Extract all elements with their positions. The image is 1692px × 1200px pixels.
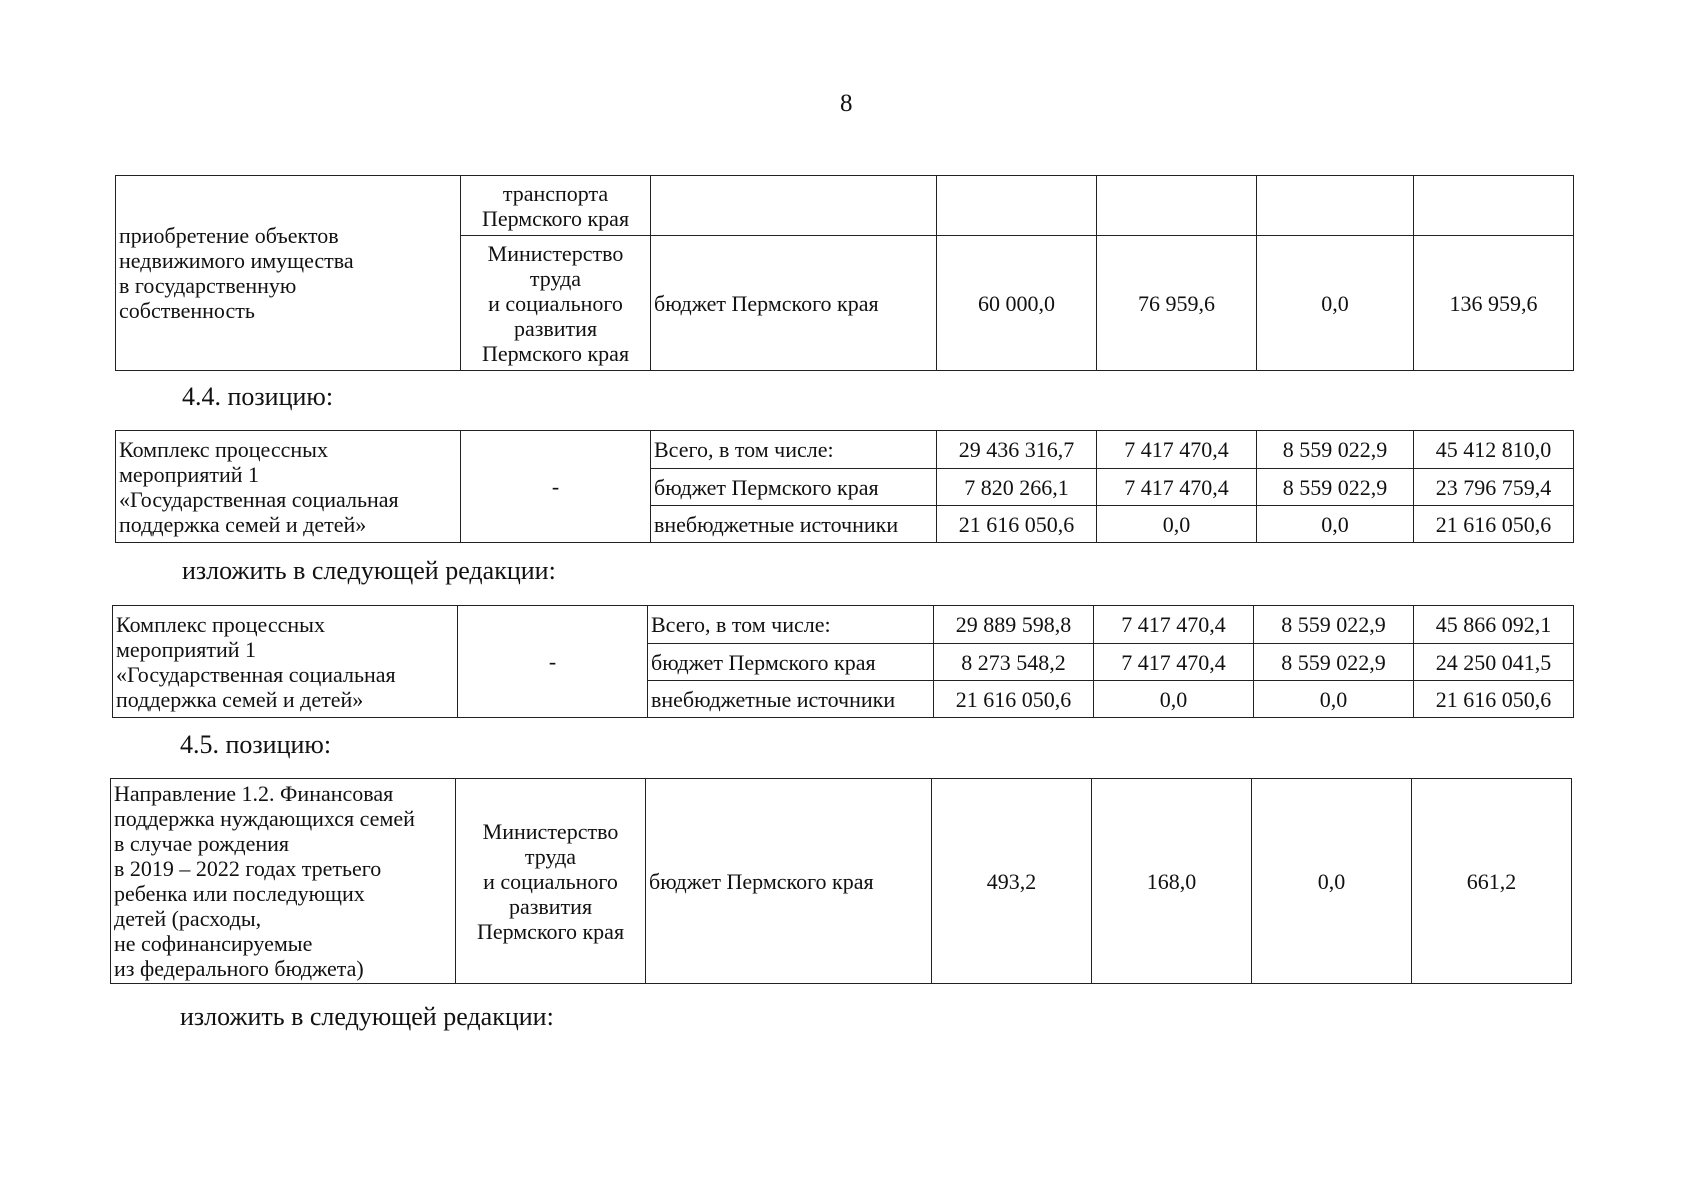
table-property-acquisition: [115, 175, 1574, 371]
source-cell: внебюджетные источники: [648, 681, 934, 718]
value-cell: 8 559 022,9: [1254, 644, 1414, 681]
value-cell: [1257, 176, 1414, 236]
source-cell: [651, 176, 937, 236]
heading-4-4: 4.4. позицию:: [182, 382, 334, 411]
table-complex-old: [115, 430, 1574, 543]
value-cell: 29 436 316,7: [937, 431, 1097, 469]
value-cell: 0,0: [1257, 506, 1414, 543]
item-text: Направление 1.2. Финансовая поддержка нуждающихся семей в случае рождения в 2019 – 2022 годах третьего ребенка или последующих детей (расходы, не софинансируемые из федерального бюджета): [114, 781, 415, 981]
value-cell: 7 417 470,4: [1097, 431, 1257, 469]
value-cell: 493,2: [932, 779, 1092, 984]
source-cell: Всего, в том числе:: [651, 431, 937, 469]
heading-4-5: 4.5. позицию:: [180, 730, 332, 759]
value-cell: 7 417 470,4: [1094, 606, 1254, 644]
total-cell: 23 796 759,4: [1414, 469, 1574, 506]
total-cell: 661,2: [1412, 779, 1572, 984]
total-cell: 45 412 810,0: [1414, 431, 1574, 469]
value-cell: 0,0: [1252, 779, 1412, 984]
table-complex-new: [112, 605, 1574, 718]
value-cell: 168,0: [1092, 779, 1252, 984]
executor-text: Министерство труда и социального развития Пермского края: [481, 240, 630, 366]
total-cell: 136 959,6: [1414, 236, 1574, 371]
value-cell: 7 417 470,4: [1097, 469, 1257, 506]
source-cell: бюджет Пермского края: [646, 779, 932, 984]
value-cell: 0,0: [1097, 506, 1257, 543]
value-cell: 21 616 050,6: [937, 506, 1097, 543]
source-cell: бюджет Пермского края: [651, 469, 937, 506]
value-cell: 76 959,6: [1097, 236, 1257, 371]
executor-cell: -: [458, 606, 648, 718]
item-cell: [116, 431, 461, 543]
value-cell: 0,0: [1254, 681, 1414, 718]
source-cell: бюджет Пермского края: [648, 644, 934, 681]
value-cell: 0,0: [1257, 236, 1414, 371]
item-cell: [116, 176, 461, 371]
value-cell: [1097, 176, 1257, 236]
value-cell: 8 559 022,9: [1254, 606, 1414, 644]
total-cell: 45 866 092,1: [1414, 606, 1574, 644]
executor-text: транспорта Пермского края: [481, 180, 630, 231]
value-cell: 0,0: [1094, 681, 1254, 718]
executor-cell: -: [461, 431, 651, 543]
total-cell: 21 616 050,6: [1414, 681, 1574, 718]
page-number: 8: [840, 90, 853, 117]
total-cell: [1414, 176, 1574, 236]
value-cell: [937, 176, 1097, 236]
executor-text: Министерство труда и социального развития Пермского края: [476, 818, 625, 944]
table-direction-1-2: [110, 778, 1572, 984]
value-cell: 7 820 266,1: [937, 469, 1097, 506]
source-cell: Всего, в том числе:: [648, 606, 934, 644]
executor-cell: [461, 236, 651, 371]
heading-edit-1: изложить в следующей редакции:: [182, 556, 556, 585]
heading-edit-2: изложить в следующей редакции:: [180, 1002, 554, 1031]
value-cell: 8 559 022,9: [1257, 469, 1414, 506]
value-cell: 60 000,0: [937, 236, 1097, 371]
value-cell: 21 616 050,6: [934, 681, 1094, 718]
value-cell: 8 559 022,9: [1257, 431, 1414, 469]
total-cell: 24 250 041,5: [1414, 644, 1574, 681]
source-cell: бюджет Пермского края: [651, 236, 937, 371]
item-text: Комплекс процессных мероприятий 1 «Государственная социальная поддержка семей и детей»: [119, 436, 399, 537]
total-cell: 21 616 050,6: [1414, 506, 1574, 543]
value-cell: 7 417 470,4: [1094, 644, 1254, 681]
value-cell: 8 273 548,2: [934, 644, 1094, 681]
source-cell: внебюджетные источники: [651, 506, 937, 543]
item-text: приобретение объектов недвижимого имущества в государственную собственность: [119, 223, 354, 323]
value-cell: 29 889 598,8: [934, 606, 1094, 644]
executor-cell: [461, 176, 651, 236]
item-text: Комплекс процессных мероприятий 1 «Государственная социальная поддержка семей и детей»: [116, 611, 396, 712]
executor-cell: [456, 779, 646, 984]
item-cell: [111, 779, 456, 984]
item-cell: [113, 606, 458, 718]
